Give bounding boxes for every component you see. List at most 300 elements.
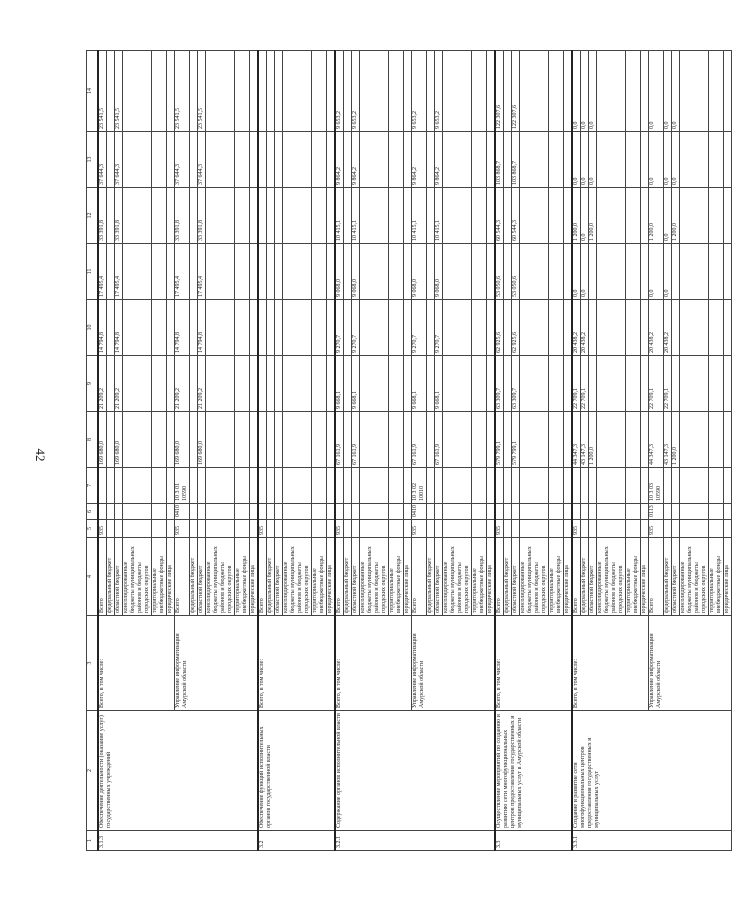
funding-source: территориальные внебюджетные фонды	[709, 538, 724, 616]
value-cell	[327, 300, 336, 356]
column-header-12: 12	[87, 188, 99, 244]
target-code	[123, 468, 152, 504]
value-cell: 0,0	[572, 51, 581, 132]
value-cell	[235, 300, 250, 356]
value-cell	[250, 51, 259, 132]
value-cell	[190, 132, 198, 188]
value-cell	[360, 412, 389, 468]
value-cell	[152, 244, 167, 300]
section-code	[312, 504, 327, 520]
value-cell	[344, 300, 352, 356]
value-cell	[267, 132, 275, 188]
value-cell	[520, 300, 549, 356]
value-cell: 9 864,2	[412, 132, 427, 188]
value-cell	[275, 51, 283, 132]
funding-source: федеральный бюджет	[504, 538, 512, 616]
funding-source: федеральный бюджет	[190, 538, 198, 616]
value-cell: 37 644,3	[98, 132, 107, 188]
section-code	[360, 504, 389, 520]
value-cell	[190, 51, 198, 132]
column-header-14: 14	[87, 51, 99, 132]
funding-source: консолидированные бюджеты муниципальных районов и бюджеты городских округов	[283, 538, 312, 616]
funding-source: юридические лица	[487, 538, 496, 616]
target-code	[389, 468, 404, 504]
value-cell	[167, 51, 175, 132]
value-cell	[597, 244, 626, 300]
grbs-code	[250, 520, 259, 538]
value-cell: 0,0	[581, 188, 589, 244]
target-code	[672, 468, 680, 504]
value-cell: 20 438,2	[581, 300, 589, 356]
funding-source: консолидированные бюджеты муниципальных районов и бюджеты городских округов	[520, 538, 549, 616]
value-cell	[275, 244, 283, 300]
value-cell	[472, 244, 487, 300]
value-cell	[504, 412, 512, 468]
value-cell	[443, 412, 472, 468]
value-cell: 9 653,2	[352, 51, 360, 132]
grbs-code	[581, 520, 589, 538]
value-cell	[487, 244, 496, 300]
target-code	[589, 468, 597, 504]
value-cell: 1 200,0	[589, 412, 597, 468]
table-row	[495, 51, 504, 851]
target-code	[427, 468, 435, 504]
funding-source: Всего	[258, 538, 267, 616]
value-cell	[360, 244, 389, 300]
funding-source: юридические лица	[327, 538, 336, 616]
value-cell: 20 438,2	[649, 300, 664, 356]
value-cell: 9 864,2	[352, 132, 360, 188]
column-header-6: 6	[87, 504, 99, 520]
value-cell	[206, 132, 235, 188]
value-cell	[564, 300, 573, 356]
funding-source: Всего	[649, 538, 664, 616]
value-cell	[167, 356, 175, 412]
value-cell	[520, 356, 549, 412]
value-cell: 1 200,0	[649, 188, 664, 244]
value-cell: 9 668,1	[335, 356, 344, 412]
value-cell: 22 709,1	[649, 356, 664, 412]
funding-source: федеральный бюджет	[344, 538, 352, 616]
value-cell	[589, 300, 597, 356]
value-cell: 23 541,5	[175, 51, 190, 132]
value-cell: 122 307,6	[495, 51, 504, 132]
target-code	[275, 468, 283, 504]
funding-source: консолидированные бюджеты муниципальных районов и бюджеты городских округов	[597, 538, 626, 616]
table-row	[335, 51, 344, 851]
section-code	[206, 504, 235, 520]
value-cell: 63 309,7	[495, 356, 504, 412]
grbs-code: 935	[175, 520, 190, 538]
value-cell: 1 200,0	[672, 188, 680, 244]
value-cell: 23 541,5	[98, 51, 107, 132]
value-cell	[597, 51, 626, 132]
value-cell	[504, 51, 512, 132]
value-cell: 10 415,1	[352, 188, 360, 244]
value-cell: 44 347,3	[649, 412, 664, 468]
funding-source: территориальные внебюджетные фонды	[235, 538, 250, 616]
value-cell	[564, 132, 573, 188]
target-code	[435, 468, 443, 504]
value-cell	[589, 356, 597, 412]
value-cell	[312, 132, 327, 188]
column-number-row	[87, 51, 99, 851]
section-name: Обеспечение функций исполнительных органов государственной власти	[258, 711, 335, 831]
value-cell	[487, 132, 496, 188]
value-cell: 14 794,8	[115, 300, 123, 356]
value-cell: 1 200,0	[572, 188, 581, 244]
section-code	[664, 504, 672, 520]
section-code	[581, 504, 589, 520]
funding-source: территориальные внебюджетные фонды	[152, 538, 167, 616]
value-cell	[344, 356, 352, 412]
target-code	[472, 468, 487, 504]
value-cell	[283, 356, 312, 412]
section-code	[167, 504, 175, 520]
value-cell	[549, 300, 564, 356]
value-cell	[283, 244, 312, 300]
value-cell: 43 147,3	[664, 412, 672, 468]
value-cell: 23 541,5	[198, 51, 206, 132]
funding-source: областной бюджет	[352, 538, 360, 616]
value-cell	[472, 412, 487, 468]
value-cell: 0,0	[572, 132, 581, 188]
funding-source: территориальные внебюджетные фонды	[312, 538, 327, 616]
funding-source: юридические лица	[724, 538, 732, 616]
value-cell	[443, 132, 472, 188]
grbs-code	[520, 520, 549, 538]
value-cell	[152, 412, 167, 468]
target-code	[443, 468, 472, 504]
value-cell	[520, 412, 549, 468]
value-cell: 44 347,3	[572, 412, 581, 468]
value-cell: 33 391,8	[198, 188, 206, 244]
value-cell	[389, 51, 404, 132]
value-cell	[312, 412, 327, 468]
value-cell	[680, 51, 709, 132]
grbs-code	[404, 520, 412, 538]
value-cell	[404, 188, 412, 244]
value-cell	[123, 412, 152, 468]
target-code	[487, 468, 496, 504]
value-cell	[167, 188, 175, 244]
value-cell: 53 050,6	[495, 244, 504, 300]
value-cell: 37 644,3	[198, 132, 206, 188]
grbs-code	[564, 520, 573, 538]
value-cell	[267, 300, 275, 356]
target-code	[335, 468, 344, 504]
value-cell	[152, 300, 167, 356]
value-cell	[443, 356, 472, 412]
section-code	[626, 504, 641, 520]
section-code	[549, 504, 564, 520]
value-cell	[597, 132, 626, 188]
value-cell	[206, 188, 235, 244]
value-cell	[258, 412, 267, 468]
value-cell: 67 161,9	[412, 412, 427, 468]
value-cell: 9 864,2	[435, 132, 443, 188]
value-cell	[312, 244, 327, 300]
value-cell	[487, 188, 496, 244]
value-cell	[626, 412, 641, 468]
value-cell	[235, 132, 250, 188]
grbs-code: 935	[572, 520, 581, 538]
value-cell	[443, 188, 472, 244]
value-cell	[206, 412, 235, 468]
column-header-7: 7	[87, 468, 99, 504]
value-cell	[641, 300, 649, 356]
value-cell	[427, 356, 435, 412]
value-cell	[709, 300, 724, 356]
target-code	[190, 468, 198, 504]
table-row	[572, 51, 581, 851]
grbs-code	[672, 520, 680, 538]
section-code	[512, 504, 520, 520]
section-code	[275, 504, 283, 520]
value-cell	[344, 51, 352, 132]
funding-source: юридические лица	[167, 538, 175, 616]
value-cell	[404, 244, 412, 300]
value-cell	[472, 188, 487, 244]
grbs-code	[443, 520, 472, 538]
grbs-code	[198, 520, 206, 538]
value-cell	[626, 132, 641, 188]
value-cell: 0,0	[589, 51, 597, 132]
value-cell: 20 438,2	[572, 300, 581, 356]
funding-source: Всего	[175, 538, 190, 616]
value-cell	[258, 188, 267, 244]
target-code	[327, 468, 336, 504]
column-header-13: 13	[87, 132, 99, 188]
grbs-code	[512, 520, 520, 538]
value-cell	[549, 356, 564, 412]
value-cell	[123, 300, 152, 356]
value-cell	[312, 356, 327, 412]
value-cell	[267, 356, 275, 412]
value-cell: 33 391,8	[98, 188, 107, 244]
funding-source: юридические лица	[404, 538, 412, 616]
value-cell: 0,0	[581, 132, 589, 188]
value-cell: 0,0	[664, 244, 672, 300]
value-cell	[267, 51, 275, 132]
value-cell	[472, 51, 487, 132]
responsible-agency: Управление информатизации Амурской области	[412, 616, 496, 711]
value-cell	[283, 132, 312, 188]
value-cell	[360, 300, 389, 356]
section-code	[352, 504, 360, 520]
value-cell	[275, 356, 283, 412]
value-cell	[250, 188, 259, 244]
value-cell	[680, 356, 709, 412]
grbs-code	[589, 520, 597, 538]
value-cell	[709, 188, 724, 244]
value-cell: 169 680,0	[98, 412, 107, 468]
section-code	[250, 504, 259, 520]
value-cell	[709, 356, 724, 412]
value-cell: 579 799,1	[512, 412, 520, 468]
value-cell: 17 495,4	[198, 244, 206, 300]
value-cell	[549, 132, 564, 188]
grbs-code	[327, 520, 336, 538]
responsible-total: Всего, в том числе:	[98, 616, 175, 711]
value-cell	[283, 188, 312, 244]
target-code	[581, 468, 589, 504]
target-code	[564, 468, 573, 504]
column-header-10: 10	[87, 300, 99, 356]
value-cell: 23 541,5	[115, 51, 123, 132]
value-cell	[235, 188, 250, 244]
funding-source: Всего	[495, 538, 504, 616]
value-cell	[360, 188, 389, 244]
target-code	[709, 468, 724, 504]
target-code	[198, 468, 206, 504]
value-cell	[152, 188, 167, 244]
section-code	[724, 504, 732, 520]
section-code	[427, 504, 435, 520]
value-cell	[427, 132, 435, 188]
value-cell: 9 864,2	[335, 132, 344, 188]
responsible-total: Всего, в том числе:	[495, 616, 572, 711]
target-code	[98, 468, 107, 504]
value-cell	[504, 244, 512, 300]
target-code	[680, 468, 709, 504]
value-cell: 103 868,7	[495, 132, 504, 188]
value-cell: 0,0	[581, 244, 589, 300]
funding-source: федеральный бюджет	[581, 538, 589, 616]
value-cell: 21 209,2	[198, 356, 206, 412]
value-cell: 169 680,0	[175, 412, 190, 468]
value-cell: 0,0	[664, 188, 672, 244]
target-code	[267, 468, 275, 504]
value-cell	[360, 51, 389, 132]
value-cell	[487, 356, 496, 412]
value-cell	[672, 244, 680, 300]
value-cell: 9 668,1	[352, 356, 360, 412]
grbs-code	[152, 520, 167, 538]
grbs-code	[123, 520, 152, 538]
value-cell: 0,0	[672, 51, 680, 132]
target-code	[107, 468, 115, 504]
funding-source: областной бюджет	[115, 538, 123, 616]
value-cell	[267, 188, 275, 244]
value-cell	[258, 244, 267, 300]
column-header-8: 8	[87, 412, 99, 468]
grbs-code	[190, 520, 198, 538]
value-cell	[427, 188, 435, 244]
value-cell: 43 147,3	[581, 412, 589, 468]
responsible-total: Всего, в том числе:	[258, 616, 335, 711]
grbs-code	[709, 520, 724, 538]
value-cell	[443, 300, 472, 356]
funding-source: областной бюджет	[589, 538, 597, 616]
value-cell: 62 925,6	[495, 300, 504, 356]
value-cell	[724, 132, 732, 188]
value-cell: 9 270,7	[352, 300, 360, 356]
value-cell	[344, 132, 352, 188]
value-cell	[520, 51, 549, 132]
grbs-code	[472, 520, 487, 538]
value-cell	[549, 188, 564, 244]
value-cell: 20 438,2	[664, 300, 672, 356]
value-cell: 169 680,0	[115, 412, 123, 468]
value-cell	[107, 132, 115, 188]
funding-source: федеральный бюджет	[427, 538, 435, 616]
value-cell	[250, 132, 259, 188]
value-cell	[564, 412, 573, 468]
funding-source: консолидированные бюджеты муниципальных районов и бюджеты городских округов	[123, 538, 152, 616]
value-cell: 33 391,8	[175, 188, 190, 244]
value-cell	[641, 412, 649, 468]
value-cell: 21 209,2	[115, 356, 123, 412]
grbs-code: 935	[649, 520, 664, 538]
target-code	[641, 468, 649, 504]
target-code	[250, 468, 259, 504]
value-cell	[275, 188, 283, 244]
value-cell: 0,0	[664, 51, 672, 132]
section-name: Содержание органов исполнительной власти	[335, 711, 495, 831]
budget-table-sheet	[86, 51, 730, 851]
value-cell: 21 209,2	[98, 356, 107, 412]
grbs-code	[344, 520, 352, 538]
value-cell	[152, 51, 167, 132]
target-code	[283, 468, 312, 504]
value-cell	[312, 51, 327, 132]
section-code	[487, 504, 496, 520]
grbs-code	[275, 520, 283, 538]
value-cell: 0,0	[664, 132, 672, 188]
value-cell: 9 270,7	[412, 300, 427, 356]
value-cell	[724, 356, 732, 412]
value-cell	[504, 300, 512, 356]
value-cell: 67 161,9	[352, 412, 360, 468]
value-cell	[549, 244, 564, 300]
value-cell	[389, 132, 404, 188]
table-row	[98, 51, 107, 851]
section-number: 3.3	[495, 831, 572, 851]
section-code	[152, 504, 167, 520]
value-cell	[190, 244, 198, 300]
value-cell	[107, 356, 115, 412]
section-code	[495, 504, 504, 520]
value-cell: 14 794,8	[98, 300, 107, 356]
value-cell	[564, 244, 573, 300]
value-cell: 122 307,6	[512, 51, 520, 132]
funding-source: территориальные внебюджетные фонды	[472, 538, 487, 616]
value-cell	[404, 300, 412, 356]
value-cell: 17 495,4	[115, 244, 123, 300]
grbs-code	[664, 520, 672, 538]
value-cell	[107, 188, 115, 244]
value-cell: 60 544,3	[495, 188, 504, 244]
budget-table	[86, 50, 732, 851]
value-cell: 10 415,1	[412, 188, 427, 244]
section-code	[709, 504, 724, 520]
target-code	[572, 468, 581, 504]
value-cell: 17 495,4	[175, 244, 190, 300]
value-cell: 9 270,7	[435, 300, 443, 356]
value-cell	[190, 188, 198, 244]
value-cell	[472, 300, 487, 356]
grbs-code	[626, 520, 641, 538]
target-code	[495, 468, 504, 504]
value-cell	[250, 300, 259, 356]
value-cell	[564, 188, 573, 244]
value-cell	[167, 132, 175, 188]
value-cell	[107, 244, 115, 300]
section-code	[235, 504, 250, 520]
value-cell: 60 544,3	[512, 188, 520, 244]
value-cell	[672, 356, 680, 412]
